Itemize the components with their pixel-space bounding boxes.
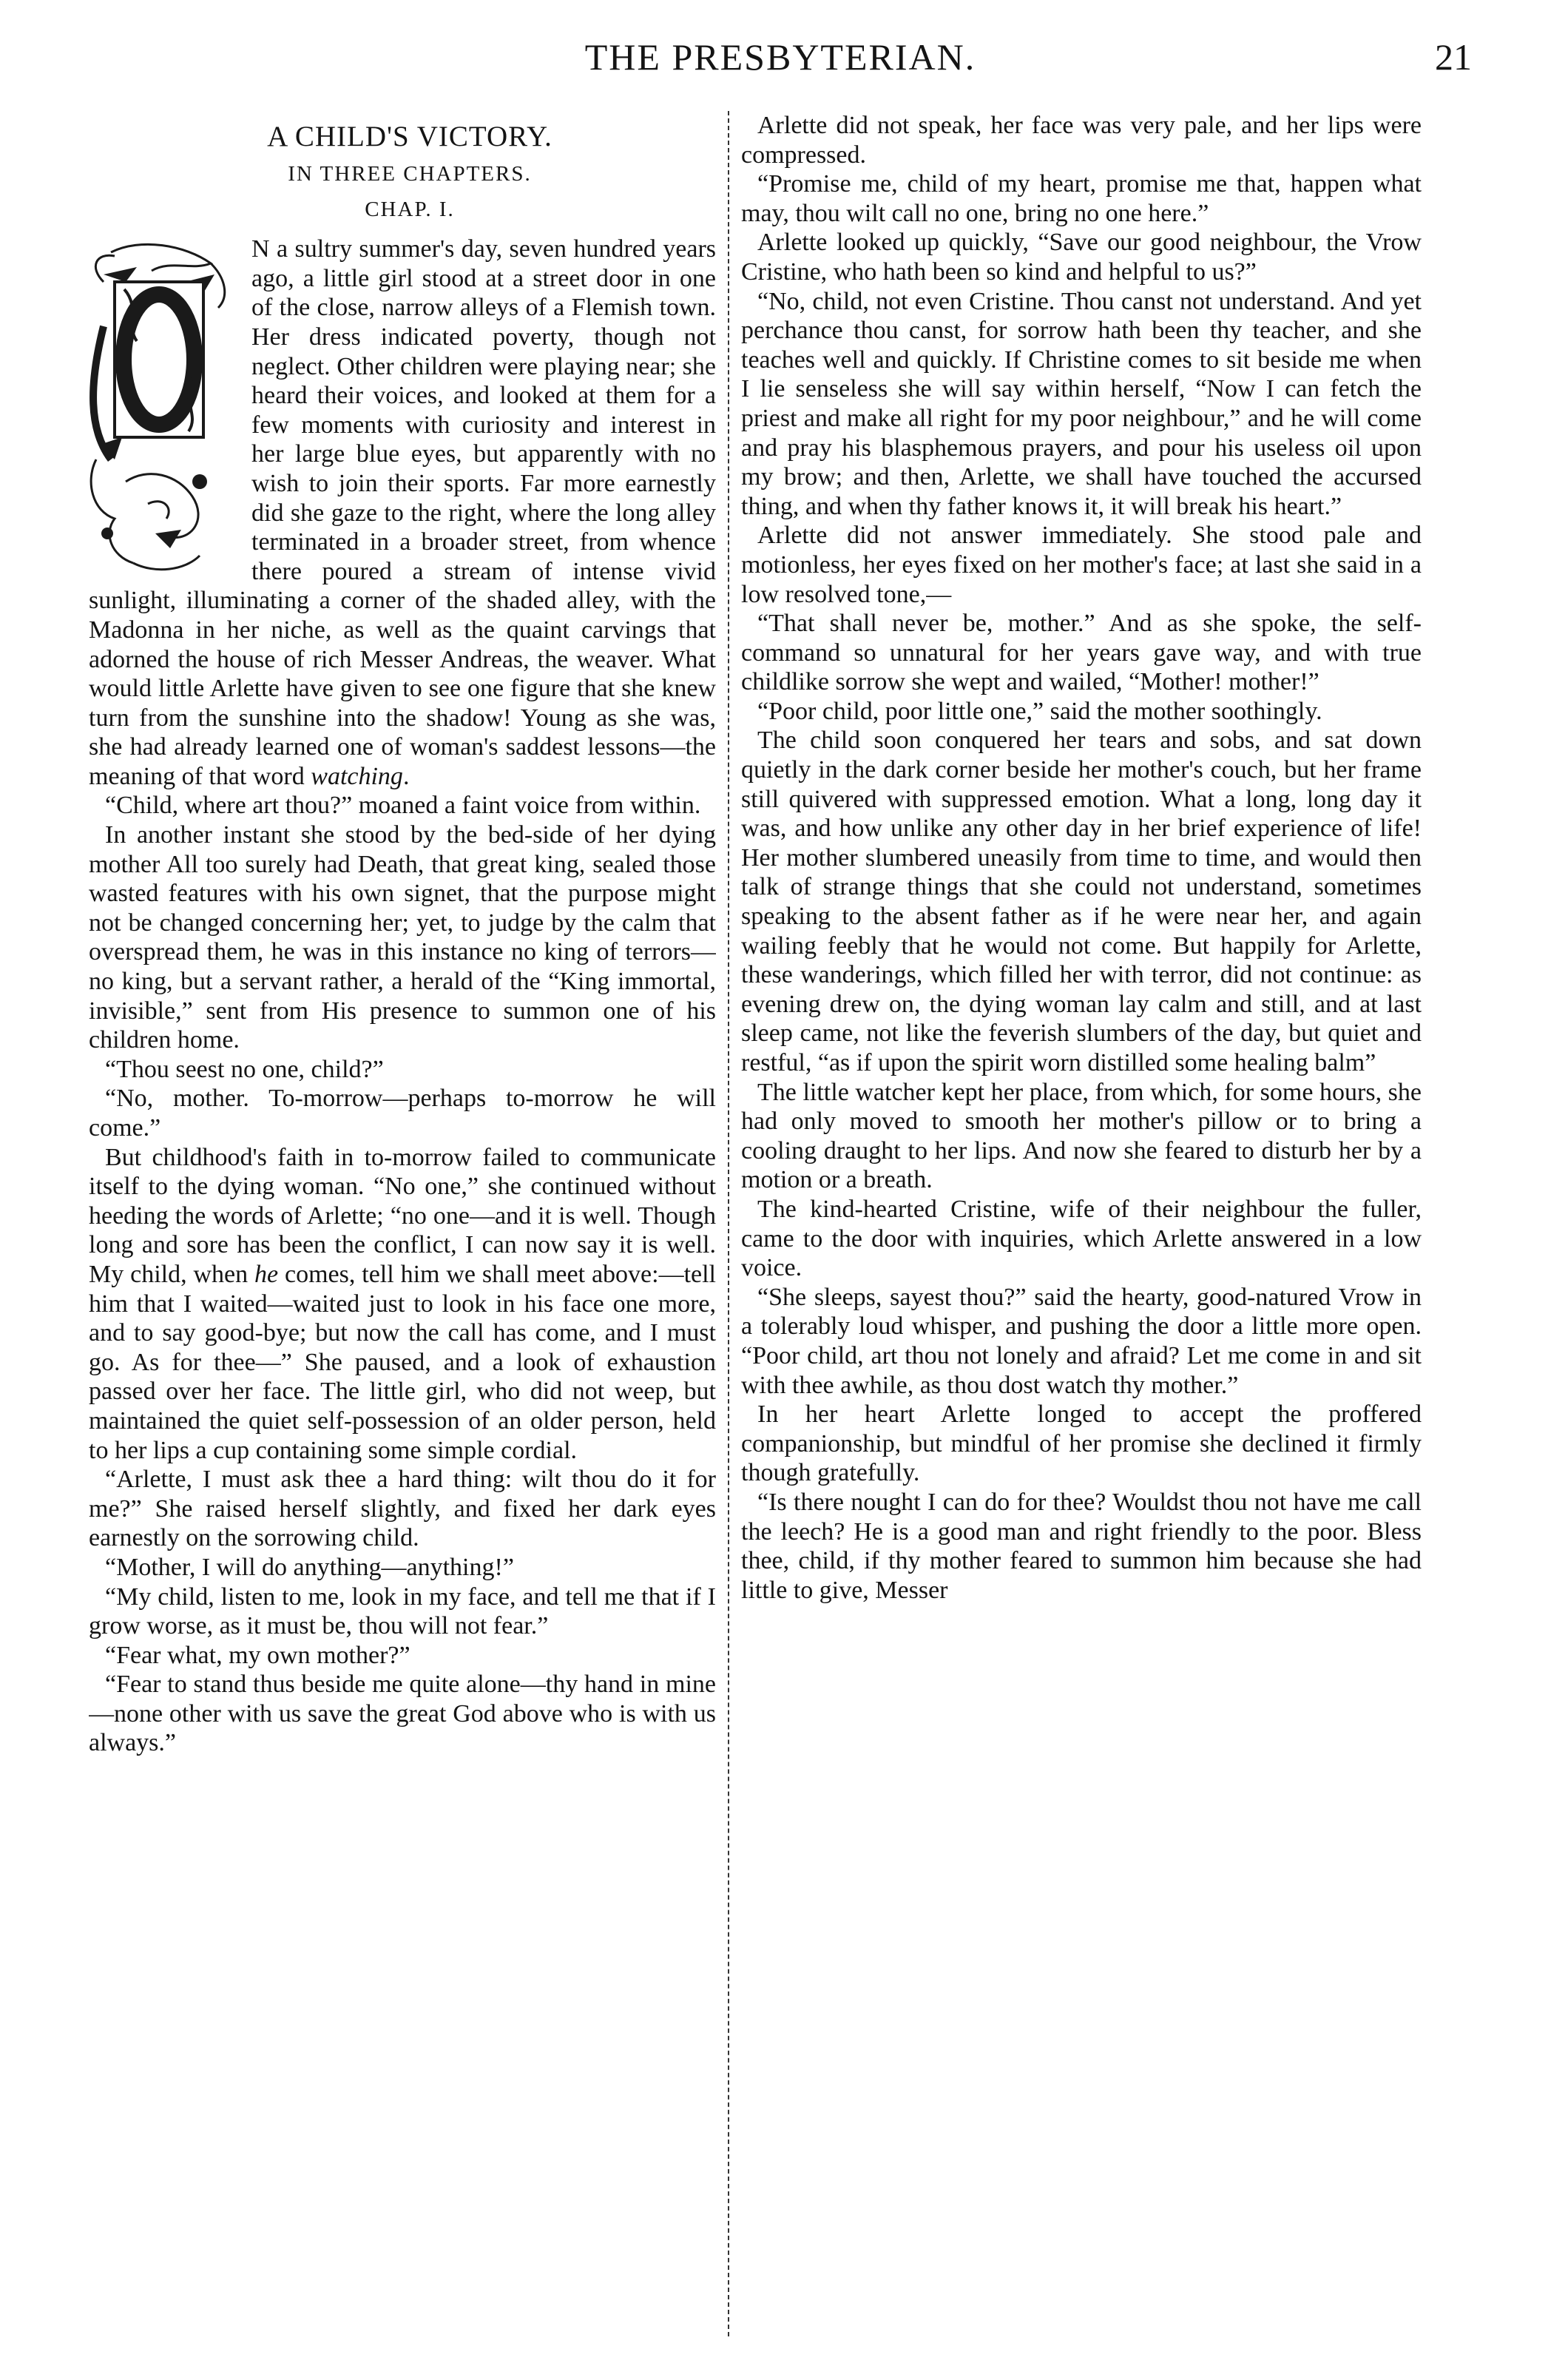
paragraph: “My child, listen to me, look in my face, and tell me that if I grow worse, as it must be, thou will not fear.” xyxy=(89,1583,716,1640)
paragraph: “Is there nought I can do for thee? Wouldst thou not have me call the leech? He is a good man and right friendly to the poor. Bless thee, child, if thy mother feared to summon him because she had little to give, Messer xyxy=(741,1488,1422,1604)
paragraph: “Thou seest no one, child?” xyxy=(105,1055,384,1083)
paragraph: In another instant she stood by the bed-side of her dying mother All too surely had Death, that great king, sealed those wasted features with his own signet, that the purpose might not be changed concerning her; yet, to judge by the calm that overspread them, he was in this instance no king of terrors—no king, but a servant rather, a herald of the “King immortal, invisible,” sent from His presence to summon one of his children home. xyxy=(89,821,716,1054)
column-divider xyxy=(728,111,729,2336)
left-column xyxy=(89,111,716,2329)
paragraph: “She sleeps, sayest thou?” said the hearty, good-natured Vrow in a tolerably loud whisper, and pushing the door a little more open. “Poor child, art thou not lonely and afraid? Let me come in and sit with thee awhile, as thou dost watch thy mother.” xyxy=(741,1283,1422,1399)
page-number: 21 xyxy=(1435,36,1472,78)
paragraph: The kind-hearted Cristine, wife of their neighbour the fuller, came to the door with inquiries, which Arlette answered in a low voice. xyxy=(741,1195,1422,1282)
paragraph xyxy=(89,235,716,791)
paragraph: “Poor child, poor little one,” said the mother soothingly. xyxy=(757,697,1322,725)
paragraph xyxy=(89,1143,716,1466)
paragraph: “That shall never be, mother.” And as she spoke, the self-command so unnatural for her years gave way, and with true childlike sorrow she wept and wailed, “Mother! mother!” xyxy=(741,610,1422,696)
paragraph: The little watcher kept her place, from which, for some hours, she had only moved to smooth her mother's pillow or to bring a cooling draught to her lips. And now she feared to disturb her by a motion or a breath. xyxy=(741,1078,1422,1194)
paragraph: “Child, where art thou?” moaned a faint voice from within. xyxy=(105,792,701,820)
paragraph: Arlette did not answer immediately. She stood pale and motionless, her eyes fixed on her mother's face; at last she said in a low resolved tone,— xyxy=(741,522,1422,608)
paragraph: “Mother, I will do anything—anything!” xyxy=(105,1553,514,1581)
chapter-heading: CHAP. I. xyxy=(365,197,455,221)
paragraph: “No, mother. To-morrow—perhaps to-morrow he will come.” xyxy=(89,1085,716,1142)
paragraph: “Fear what, my own mother?” xyxy=(105,1641,410,1669)
paragraph: “No, child, not even Cristine. Thou canst not understand. And yet perchance thou canst, for sorrow hath been thy teacher, and she teaches well and quickly. If Christine comes to sit beside me when I lie senseless she will say within herself, “Now I can fetch the priest and make all right for my poor neighbour,” and he will come and pray his blasphemous prayers, and pour his useless oil upon my brow; and then, Arlette, we shall have touched the accursed thing, and when thy father knows it, it will break his heart.” xyxy=(741,287,1422,520)
paragraph: “Fear to stand thus beside me quite alone—thy hand in mine—none other with us save the great God above who is with us always.” xyxy=(89,1671,716,1757)
running-head: THE PRESBYTERIAN. xyxy=(584,36,976,78)
right-column xyxy=(741,111,1422,2329)
paragraph-text: comes, tell him we shall meet above:—tell him that I waited—waited just to look in his face one more, and to say good-bye; but now the call has come, and I must go. As for thee—” She paused, and a look of exhaustion passed over her face. The little girl, who did not weep, but maintained the quiet self-possession of an older person, held to her lips a cup containing some simple cordial. xyxy=(89,1260,716,1464)
paragraph: Arlette did not speak, her face was very pale, and her lips were compressed. xyxy=(741,112,1422,169)
article-subtitle: IN THREE CHAPTERS. xyxy=(288,162,532,186)
emphasis-word: watching xyxy=(311,762,403,790)
paragraph-text-end: . xyxy=(402,762,410,790)
paragraph-text: N a sultry summer's day, seven hundred years ago, a little girl stood at a street door in one of the close, narrow alleys of a Flemish town. Her dress indicated poverty, though not neglect. Other children were playing near; she heard their voices, and looked at them for a few moments with curiosity and interest in her large blue eyes, but apparently with no wish to join their sports. Far more earnestly did she gaze to the right, where the long alley terminated in a broader street, from whence there poured a stream of intense vivid sunlight, illuminating a corner of the shaded alley, with the Madonna in her niche, as well as the quaint carvings that adorned the house of rich Messer Andreas, the weaver. What would little Arlette have given to see one figure that she knew turn from the sunshine into the shadow! Young as she was, she had already learned one of woman's saddest lessons—the meaning of that word xyxy=(89,235,716,790)
paragraph: Arlette looked up quickly, “Save our good neighbour, the Vrow Cristine, who hath been so kind and helpful to us?” xyxy=(741,229,1422,286)
paragraph: “Arlette, I must ask thee a hard thing: wilt thou do it for me?” She raised herself slightly, and fixed her dark eyes earnestly on the sorrowing child. xyxy=(89,1466,716,1552)
paragraph: “Promise me, child of my heart, promise me that, happen what may, thou wilt call no one, bring no one here.” xyxy=(741,170,1422,227)
paragraph-text: But childhood's faith in to-morrow failed to communicate itself to the dying woman. “No one,” she continued without heeding the words of Arlette; “no one—and it is well. Though long and sore has been the conflict, I can now say it is well. My child, when xyxy=(89,1143,716,1288)
article-title: A CHILD'S VICTORY. xyxy=(267,121,552,152)
emphasis-word: he xyxy=(254,1260,279,1288)
drop-cap-ornament xyxy=(89,237,237,578)
drop-cap-letter: O xyxy=(159,326,160,328)
paragraph: In her heart Arlette longed to accept the proffered companionship, but mindful of her promise she declined it firmly though gratefully. xyxy=(741,1401,1422,1487)
page-header xyxy=(89,31,1472,83)
paragraph: The child soon conquered her tears and sobs, and sat down quietly in the dark corner beside her mother's couch, but her frame still quivered with suppressed emotion. What a long, long day it was, and how unlike any other day in her brief experience of life! Her mother slumbered uneasily from time to time, and would then talk of strange things that she could not understand, sometimes speaking to the absent father as if he were near her, and again wailing feebly that he would not come. But happily for Arlette, these wanderings, which filled her with terror, did not continue: as evening drew on, the dying woman lay calm and still, and at last sleep came, not like the feverish slumbers of the day, but quiet and restful, “as if upon the spirit worn distilled some healing balm” xyxy=(741,727,1422,1076)
ornamental-initial-icon xyxy=(89,237,237,578)
